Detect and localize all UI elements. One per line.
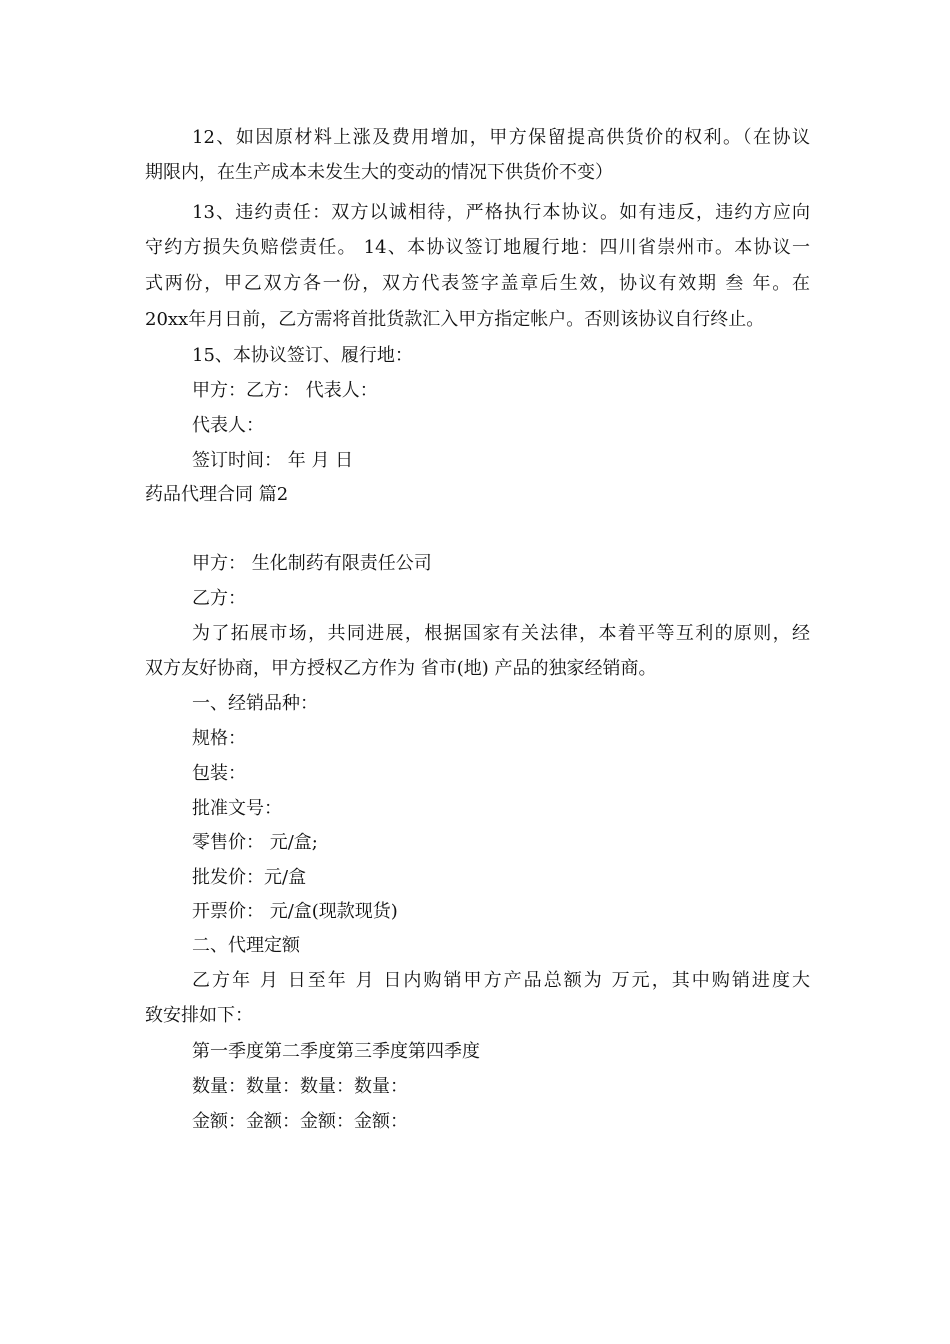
quota-line-2: 致安排如下： [145, 1005, 253, 1026]
clause-12-line-1: 12、如因原材料上涨及费用增加，甲方保留提高供货价的权利。（在协议 [192, 127, 810, 148]
clause-13-line-2: 守约方损失负赔偿责任。 14、本协议签订地履行地：四川省崇州市。本协议一 [145, 237, 810, 258]
quota-heading: 二、代理定额 [192, 935, 300, 956]
clause-13-line-4: 20xx年月日前，乙方需将首批货款汇入甲方指定帐户。否则该协议自行终止。 [145, 309, 765, 330]
party-a-line: 甲方： 生化制药有限责任公司 [192, 553, 432, 574]
quarters-header: 第一季度第二季度第三季度第四季度 [192, 1041, 480, 1062]
clause-13-line-3: 式两份，甲乙双方各一份，双方代表签字盖章后生效，协议有效期 叁 年。在 [145, 273, 810, 294]
party-b-line: 乙方： [192, 588, 246, 609]
preamble-line-1: 为了拓展市场，共同进展，根据国家有关法律，本着平等互利的原则，经 [192, 623, 810, 644]
product-heading: 一、经销品种： [192, 693, 318, 714]
packaging-line: 包装： [192, 763, 246, 784]
invoice-price-line: 开票价： 元/盒(现款现货) [192, 901, 398, 922]
signing-date-line: 签订时间： 年 月 日 [192, 450, 354, 471]
wholesale-price-line: 批发价：元/盒 [192, 867, 307, 888]
retail-price-line: 零售价： 元/盒; [192, 832, 318, 853]
clause-12-line-2: 期限内，在生产成本未发生大的变动的情况下供货价不变） [145, 162, 613, 183]
clause-13-line-1: 13、违约责任：双方以诚相待，严格执行本协议。如有违反，违约方应向 [192, 202, 810, 223]
spec-line: 规格： [192, 728, 246, 749]
approval-number-line: 批准文号： [192, 798, 282, 819]
party-signature-line: 甲方：乙方： 代表人： [192, 380, 378, 401]
clause-15-line: 15、本协议签订、履行地： [192, 345, 413, 366]
quota-line-1: 乙方年 月 日至年 月 日内购销甲方产品总额为 万元，其中购销进度大 [192, 970, 810, 991]
representative-line: 代表人： [192, 415, 264, 436]
quantity-row: 数量：数量：数量：数量： [192, 1076, 408, 1097]
preamble-line-2: 双方友好协商，甲方授权乙方作为 省市(地) 产品的独家经销商。 [145, 658, 657, 679]
section-title: 药品代理合同 篇2 [145, 484, 289, 505]
amount-row: 金额：金额：金额：金额： [192, 1111, 408, 1132]
